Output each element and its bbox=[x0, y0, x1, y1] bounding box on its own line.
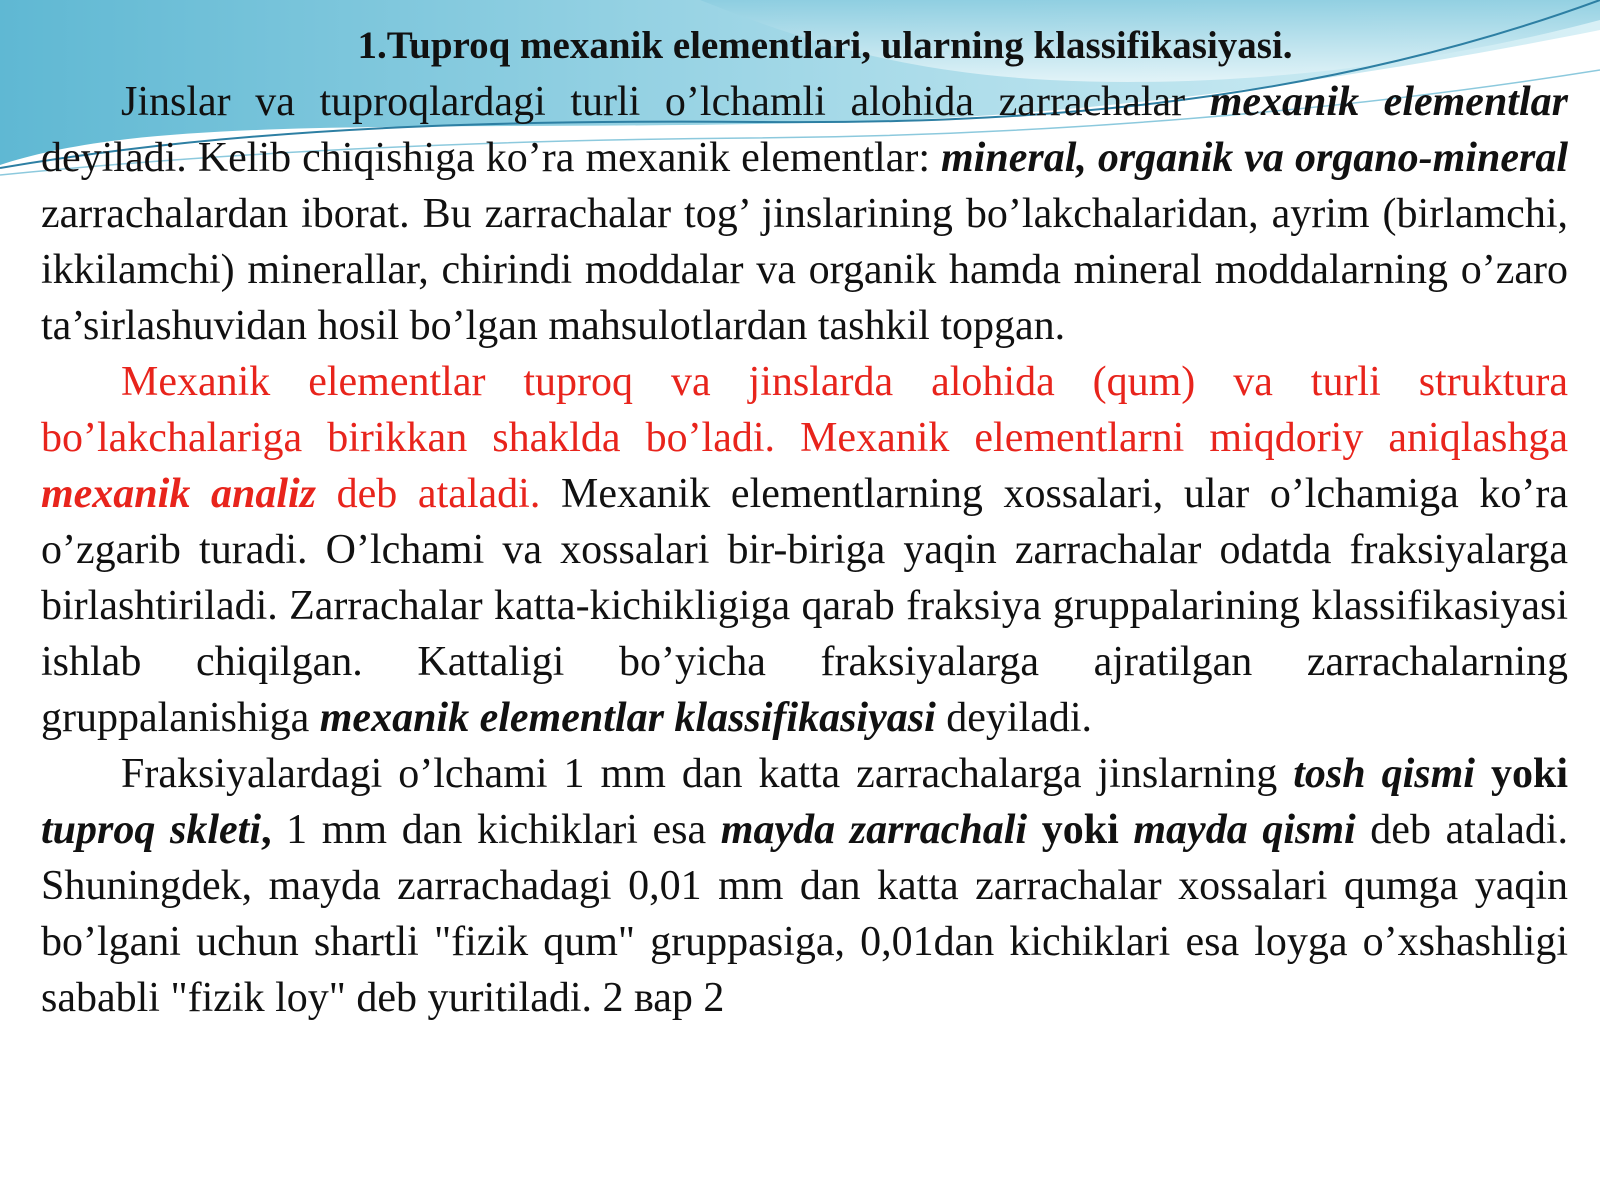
text-run-term: mayda qismi bbox=[1133, 807, 1356, 853]
text-run: deb ataladi. Shuningdek, mayda zarrachadagi 0,01 mm dan katta zarrachalar xossalari qumga yaqin bo’lgani uchun shartli "fizik qum" gruppasiga, 0,01dan kichiklari esa loyga o’xshashligi sababli "fizik loy" deb yuritiladi. 2 вар 2 bbox=[41, 807, 1569, 1021]
text-run-term: mexanik elementlar klassifikasiyasi bbox=[319, 695, 936, 741]
paragraph-2 bbox=[41, 354, 1568, 746]
text-run-term: tosh qismi bbox=[1293, 751, 1475, 797]
text-run-bold: yoki bbox=[1474, 751, 1568, 797]
text-run: Jinslar va tuproqlardagi turli o’lchamli alohida zarrachalar bbox=[121, 79, 1210, 125]
text-run: zarrachalardan iborat. Bu zarrachalar tog’ jinslarining bo’lakchalaridan, ayrim (birlamchi, ikkilamchi) minerallar, chirindi moddalar va organik hamda mineral moddalarning o’zaro ta’sirlashuvidan hosil bo’lgan mahsulotlardan tashkil topgan. bbox=[41, 191, 1568, 349]
text-run-highlight: deb ataladi. bbox=[316, 471, 541, 517]
text-run-bold: yoki bbox=[1027, 807, 1134, 853]
text-run-highlight: Mexanik elementlar tuproq va jinslarda alohida (qum) va turli struktura bo’lakchalariga birikkan shaklda bo’ladi. Mexanik elementlarni miqdoriy aniqlashga bbox=[41, 359, 1568, 461]
text-run: 1 mm dan kichiklari esa bbox=[271, 807, 721, 853]
paragraph-3 bbox=[41, 746, 1568, 1026]
text-run-term: mexanik elementlar bbox=[1209, 79, 1568, 125]
slide-body bbox=[41, 74, 1568, 1026]
slide-title: 1.Tuproq mexanik elementlari, ularning klassifikasiyasi. bbox=[357, 24, 1293, 67]
text-run-term: tuproq skleti bbox=[41, 807, 261, 853]
text-run-bold: , bbox=[261, 807, 272, 853]
text-run: deyiladi. bbox=[935, 695, 1093, 741]
text-run: Fraksiyalardagi o’lchami 1 mm dan katta zarrachalarga jinslarning bbox=[121, 751, 1294, 797]
text-run: Mexanik elementlarning xossalari, ular o’lchamiga ko’ra o’zgarib turadi. O’lchami va xossalari bir-biriga yaqin zarrachalar odatda fraksiyalarga birlashtiriladi. Zarrachalar katta-kichikligiga qarab fraksiya gruppalarining klassifikasiyasi ishlab chiqilgan. Kattaligi bo’yicha fraksiyalarga ajratilgan zarrachalarning gruppalanishiga bbox=[41, 471, 1568, 741]
paragraph-1 bbox=[41, 74, 1568, 354]
text-run: deyiladi. Kelib chiqishiga ko’ra mexanik elementlar: bbox=[41, 135, 942, 181]
text-run-term: mayda zarrachali bbox=[720, 807, 1028, 853]
text-run-highlight-term: mexanik analiz bbox=[41, 471, 317, 517]
text-run-term: mineral, organik va organo-mineral bbox=[941, 135, 1568, 181]
